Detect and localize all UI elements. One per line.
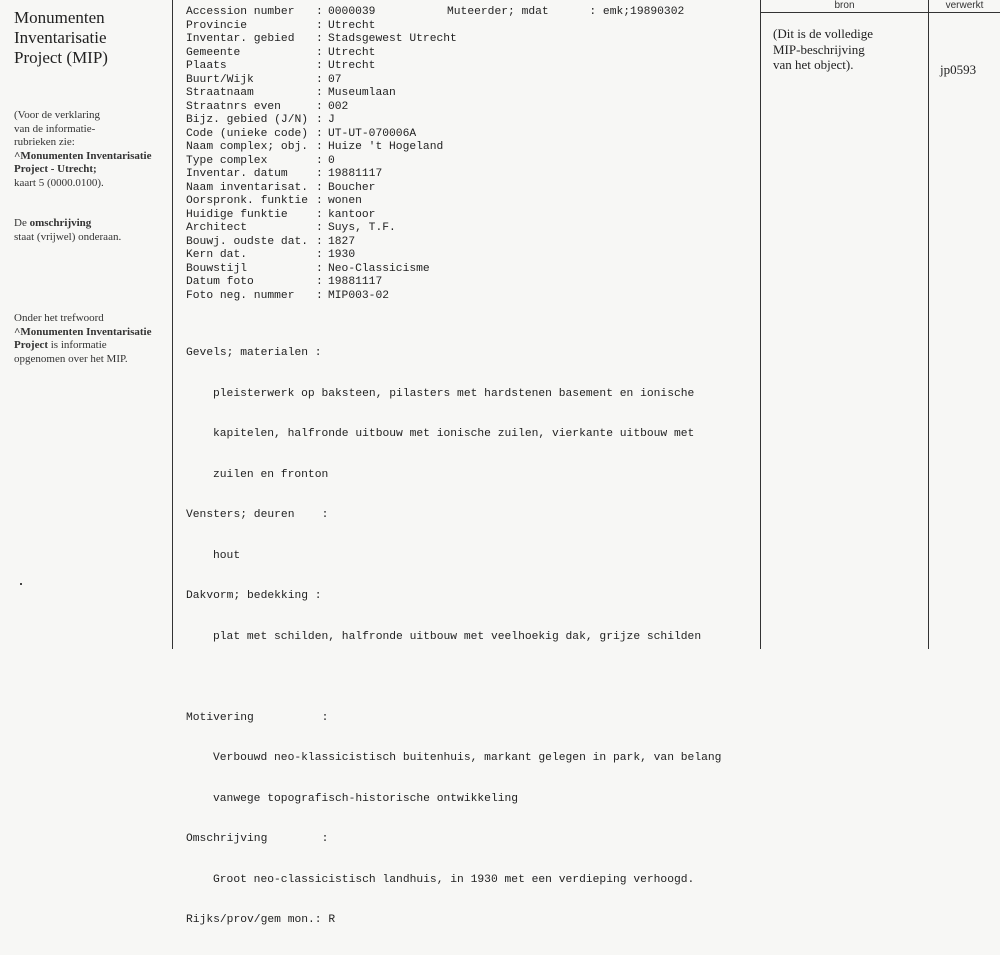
field-separator: : — [316, 249, 323, 261]
title-line-3: Project (MIP) — [14, 48, 108, 67]
keyword-note — [14, 312, 151, 366]
field-key: Type complex — [186, 154, 268, 167]
field-value: 0 — [328, 154, 335, 167]
field-key: Gemeente — [186, 46, 241, 59]
field-separator: : — [316, 100, 323, 113]
record-row — [186, 182, 457, 196]
field-key: Straatnrs even — [186, 100, 281, 113]
field-separator: : — [316, 195, 323, 207]
field-value: kantoor — [328, 208, 376, 221]
field-separator: : — [316, 141, 323, 153]
motivering-heading: Motivering : — [186, 711, 329, 724]
note1-line6: kaart 5 (0000.0100). — [14, 176, 104, 189]
field-separator: : — [316, 19, 323, 32]
bron-column-divider — [760, 0, 761, 649]
field-separator: : — [316, 276, 323, 288]
field-value: 002 — [328, 100, 349, 113]
field-key: Buurt/Wijk — [186, 73, 254, 86]
record-row — [186, 6, 457, 20]
note3-line1: Onder het trefwoord — [14, 312, 104, 324]
verwerkt-header: verwerkt — [945, 0, 984, 11]
record-row — [186, 290, 457, 304]
record-row — [186, 74, 457, 88]
description-note — [14, 217, 121, 244]
note2-bold: omschrijving — [29, 217, 92, 229]
field-key: Accession number — [186, 6, 295, 18]
field-key: Inventar. gebied — [186, 33, 295, 45]
record-row — [186, 236, 457, 250]
record-fields — [186, 6, 685, 303]
title-line-1: Monumenten — [14, 8, 105, 27]
note1-line3: rubrieken zie: — [14, 136, 75, 148]
gevels-heading: Gevels; materialen : — [186, 347, 322, 359]
field-value: Suys, T.F. — [328, 222, 396, 234]
field-separator: : — [316, 60, 323, 72]
field-value: MIP003-02 — [328, 289, 390, 302]
field-value: Utrecht — [328, 60, 376, 72]
field-separator: : — [316, 181, 323, 194]
field-value: Museumlaan — [328, 87, 396, 99]
note2-prefix: De — [14, 217, 30, 229]
field-value: 19881117 — [328, 168, 383, 180]
record-row — [186, 87, 457, 101]
field-key: Architect — [186, 222, 248, 234]
field-separator: : — [316, 73, 323, 86]
vensters-line: hout — [213, 549, 241, 562]
record-row — [186, 101, 457, 115]
collection-title — [14, 8, 108, 68]
field-value: wonen — [328, 195, 362, 207]
field-separator: : — [316, 114, 323, 126]
dakvorm-heading: Dakvorm; bedekking : — [186, 590, 322, 602]
record-row — [186, 263, 457, 277]
note3-line4: opgenomen over het MIP. — [14, 352, 128, 365]
record-row — [186, 33, 457, 47]
record-row — [186, 114, 457, 128]
gevels-line: zuilen en fronton — [213, 468, 329, 481]
field-key: Huidige funktie — [186, 208, 288, 221]
field-value: J — [328, 114, 335, 126]
bron-header: bron — [834, 0, 855, 11]
field-key: Oorspronk. funktie — [186, 195, 309, 207]
record-row — [186, 209, 457, 223]
record-row — [186, 60, 457, 74]
field-value: Utrecht — [328, 46, 376, 59]
rijks-status: Rijks/prov/gem mon.: R — [186, 914, 336, 926]
field-separator: : — [316, 208, 323, 221]
field-value: UT-UT-070006A — [328, 127, 417, 140]
field-separator: : — [316, 289, 323, 302]
field-separator: : — [316, 87, 323, 99]
field-separator: : — [316, 6, 323, 18]
record-row — [186, 47, 457, 61]
left-info-panel — [0, 0, 173, 649]
verwerkt-code: jp0593 — [940, 62, 977, 77]
gevels-line: kapitelen, halfronde uitbouw met ionische zuilen, vierkante uitbouw met — [213, 428, 695, 440]
bron-line: (Dit is de volledige — [773, 26, 874, 41]
record-row — [186, 168, 457, 182]
field-key: Code (unieke code) — [186, 127, 309, 140]
record-row — [186, 20, 457, 34]
record-row — [186, 155, 457, 169]
note1-line2: van de informatie- — [14, 122, 96, 135]
field-value: 1930 — [328, 249, 356, 261]
record-row — [186, 128, 457, 142]
verwerkt-column-divider — [928, 0, 929, 649]
note1-line5: Project - Utrecht; — [14, 163, 97, 175]
title-line-2: Inventarisatie — [14, 28, 107, 47]
field-list — [186, 6, 457, 303]
field-key: Provincie — [186, 19, 248, 32]
field-value: Boucher — [328, 181, 376, 194]
note1-line1: (Voor de verklaring — [14, 109, 100, 121]
note2-line2: staat (vrijwel) onderaan. — [14, 230, 122, 243]
field-key: Bouwstijl — [186, 262, 248, 275]
field-value: Utrecht — [328, 19, 376, 32]
mutator-field: Muteerder; mdat : emk;19890302 — [447, 6, 685, 18]
omschrijving-heading: Omschrijving : — [186, 833, 329, 845]
field-key: Bouwj. oudste dat. — [186, 235, 309, 248]
field-key: Plaats — [186, 60, 227, 72]
field-separator: : — [316, 222, 323, 234]
bron-line: MIP-beschrijving — [773, 41, 865, 57]
field-key: Inventar. datum — [186, 168, 288, 180]
field-separator: : — [316, 262, 323, 275]
motivering-line: vanwege topografisch-historische ontwikkeling — [213, 792, 519, 805]
note3-line2: ^Monumenten Inventarisatie — [14, 325, 152, 338]
field-separator: : — [316, 127, 323, 140]
vensters-heading: Vensters; deuren : — [186, 509, 329, 521]
note3-line3-bold: Project — [14, 339, 48, 351]
field-value: 19881117 — [328, 276, 383, 288]
field-key: Straatnaam — [186, 87, 254, 99]
field-separator: : — [316, 46, 323, 59]
field-value: 1827 — [328, 235, 356, 248]
omschrijving-line: Groot neo-classicistisch landhuis, in 1930 met een verdieping verhoogd. — [213, 873, 695, 886]
field-separator: : — [316, 235, 323, 248]
field-separator: : — [316, 33, 323, 45]
dakvorm-line: plat met schilden, halfronde uitbouw met veelhoekig dak, grijze schilden — [213, 630, 702, 643]
field-separator: : — [316, 154, 323, 167]
record-row — [186, 141, 457, 155]
field-separator: : — [316, 168, 323, 180]
bron-line: van het object). — [773, 57, 854, 72]
header-rule — [760, 12, 1000, 13]
field-key: Naam inventarisat. — [186, 181, 309, 194]
field-value: 07 — [328, 73, 342, 86]
field-value: 0000039 — [328, 6, 376, 18]
record-row — [186, 276, 457, 290]
record-row — [186, 249, 457, 263]
field-key: Bijz. gebied (J/N) — [186, 114, 309, 126]
field-key: Foto neg. nummer — [186, 289, 295, 302]
note1-line4: ^Monumenten Inventarisatie — [14, 149, 152, 162]
field-value: Neo-Classicisme — [328, 262, 430, 275]
motivering-line: Verbouwd neo-klassicistisch buitenhuis, markant gelegen in park, van belang — [213, 752, 722, 764]
record-row — [186, 195, 457, 209]
bron-text — [773, 26, 873, 73]
note3-line3-rest: is informatie — [48, 339, 107, 351]
field-key: Kern dat. — [186, 249, 248, 261]
record-row — [186, 222, 457, 236]
explanation-note — [14, 109, 151, 190]
field-value: Huize 't Hogeland — [328, 141, 444, 153]
field-key: Datum foto — [186, 276, 254, 288]
field-key: Naam complex; obj. — [186, 141, 309, 153]
field-value: Stadsgewest Utrecht — [328, 33, 457, 45]
speck-mark — [20, 583, 22, 585]
gevels-line: pleisterwerk op baksteen, pilasters met hardstenen basement en ionische — [213, 387, 695, 400]
sections-block — [186, 320, 721, 955]
